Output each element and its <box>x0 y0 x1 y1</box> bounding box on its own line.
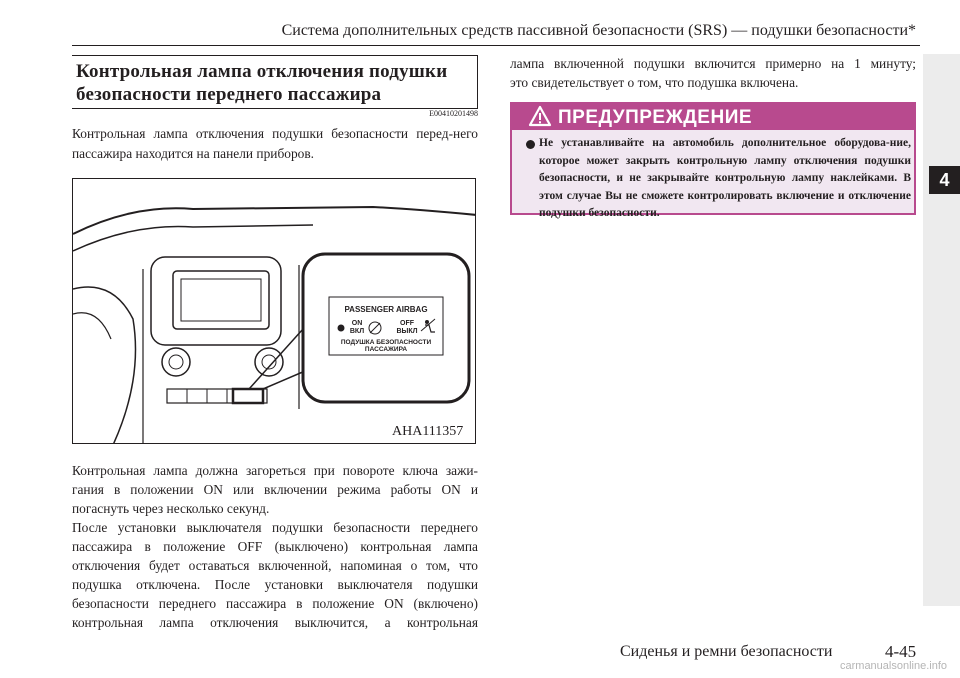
chapter-tab[interactable]: 4 <box>929 166 960 194</box>
footer-section-title: Сиденья и ремни безопасности <box>620 643 833 660</box>
bullet-icon <box>526 140 535 149</box>
header-rule <box>72 45 920 46</box>
watermark: carmanualsonline.info <box>840 660 948 672</box>
para3-line1: После установки выключателя подушки безопасности переднего <box>72 520 478 535</box>
indicator-dot <box>338 325 345 332</box>
para3-line5: безопасности переднего пассажира в положение ON (включено) <box>72 596 478 611</box>
dashboard-illustration <box>73 179 476 444</box>
para3-line4: подушка отключена. После установки выключателя подушки <box>72 577 478 592</box>
figure-label: AHA111357 <box>392 424 464 439</box>
warning-box <box>510 102 916 219</box>
warning-title: ПРЕДУПРЕЖДЕНИЕ <box>558 107 753 128</box>
para3-line6: контрольная лампа отключения выключится, а контрольная <box>72 615 478 630</box>
warning-text: Не устанавливайте на автомобиль дополнительное оборудова-ние, которое может закрыть контрольную лампу отключения подушки безопасности, и не закрывайте контрольную лампу наклейками. В этом случае Вы не сможете контролировать включение и отключение подушки безопасности. <box>539 137 911 219</box>
para3-line3: отключения будет оставаться включенной, напоминая о том, что <box>72 558 478 573</box>
warning-triangle-icon <box>528 105 552 127</box>
panel-title: PASSENGER AIRBAG <box>344 305 428 314</box>
para2-line2: гания в положении ON или включении режима работы ON и <box>72 482 478 497</box>
off-label-ru: ВЫКЛ <box>396 328 418 335</box>
page-number: 4-45 <box>885 642 917 661</box>
on-label: ON <box>351 320 363 327</box>
on-label-ru: ВКЛ <box>349 328 365 335</box>
intro-paragraph: Контрольная лампа отключения подушки безопасности перед-него пассажира находится на панели приборов. <box>72 126 478 161</box>
section-title-line2: безопасности переднего пассажира <box>76 84 382 105</box>
panel-caption-line2: ПАССАЖИРА <box>364 346 408 353</box>
warning-header <box>512 104 914 130</box>
continued-line1: лампа включенной подушки включится примерно на 1 минуту; <box>510 56 916 71</box>
chapter-side-strip <box>923 54 960 606</box>
section-title-line1: Контрольная лампа отключения подушки <box>76 61 448 82</box>
dashboard-figure <box>72 178 476 444</box>
para2-line1: Контрольная лампа должна загореться при повороте ключа зажи- <box>72 463 478 478</box>
panel-caption-line1: ПОДУШКА БЕЗОПАСНОСТИ <box>340 339 432 346</box>
page-header-title: Система дополнительных средств пассивной безопасности (SRS) — подушки безопасности* <box>281 22 916 39</box>
continued-line2: это свидетельствует о том, что подушка включена. <box>510 75 799 90</box>
off-label: OFF <box>400 320 414 327</box>
section-code: E00410201498 <box>429 109 478 118</box>
section-title <box>76 60 472 106</box>
para3-line2: пассажира в положение OFF (выключено) контрольная лампа <box>72 539 478 554</box>
para2-line3: погаснуть через несколько секунд. <box>72 501 270 516</box>
